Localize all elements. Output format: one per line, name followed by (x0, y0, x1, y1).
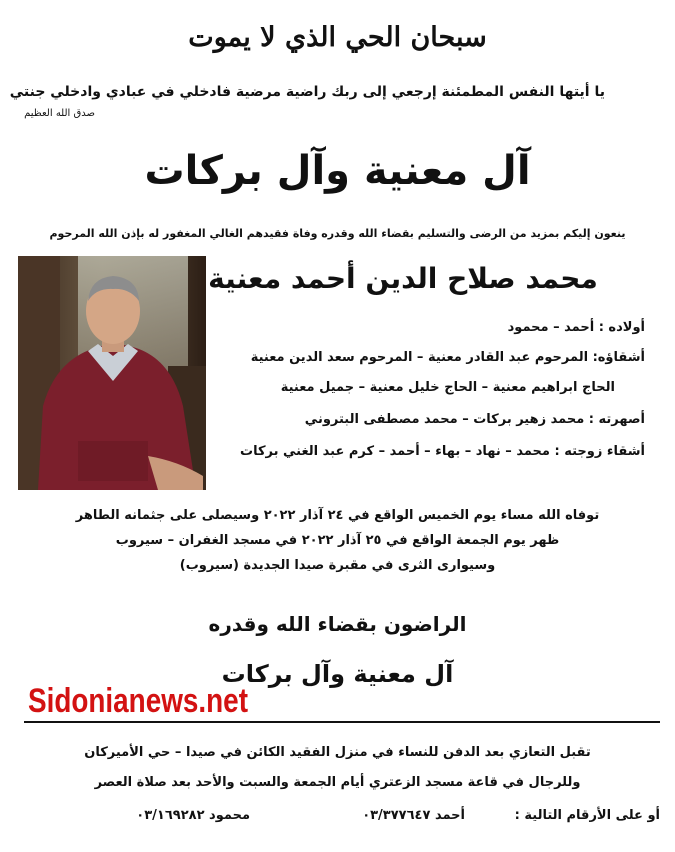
condolences-line: تقبل التعازي بعد الدفن للنساء في منزل الفقيد الكائن في صيدا – حي الأميركان (84, 745, 591, 760)
deceased-photo (18, 256, 206, 490)
acceptance-text: الراضون بقضاء الله وقدره (208, 612, 467, 636)
contact-numbers (20, 808, 660, 830)
in-laws-line: أصهرته : محمد زهير بركات – محمد مصطفى البتروني (304, 412, 645, 427)
condolences-line: وللرجال في قاعة مسجد الزعتري أيام الجمعة والسبت والأحد بعد صلاة العصر (94, 775, 581, 790)
death-notice-line: ظهر يوم الجمعة الواقع في ٢٥ آذار ٢٠٢٢ في مسجد الغفران – سيروب (115, 533, 560, 548)
death-notice-line: توفاه الله مساء يوم الخميس الواقع في ٢٤ آذار ٢٠٢٢ وسيصلى على جثمانه الطاهر (75, 508, 600, 523)
verse-source: صدق الله العظيم (24, 108, 95, 119)
death-notice-line: وسيوارى الثرى في مقبرة صيدا الجديدة (سيروب) (179, 558, 496, 573)
contact-ahmad: أحمد ٠٣/٣٧٧٦٤٧ (362, 808, 465, 823)
children-line: أولاده : أحمد – محمود (507, 320, 645, 335)
contact-mahmoud: محمود ٠٣/١٦٩٢٨٢ (136, 808, 250, 823)
brothers-line-2: الحاج ابراهيم معنية – الحاج خليل معنية – جميل معنية (280, 380, 615, 395)
family-title: آل معنية وآل بركات (144, 148, 531, 194)
wife-brothers-line: أشقاء زوجته : محمد – نهاد – بهاء – أحمد – كرم عبد الغني بركات (240, 444, 645, 459)
brothers-line: أشقاؤه: المرحوم عبد القادر معنية – المرحوم سعد الدين معنية (250, 350, 645, 365)
watermark-logo: Sidonianews.net (28, 682, 248, 720)
divider (24, 721, 660, 723)
deceased-name: محمد صلاح الدين أحمد معنية (208, 262, 598, 295)
intro-text: ينعون إليكم بمزيد من الرضى والتسليم بقضاء الله وقدره وفاة فقيدهم الغالي المغفور له بإذن الله المرحوم (49, 227, 626, 240)
notice-header-title: سبحان الحي الذي لا يموت (188, 22, 487, 53)
contact-label: أو على الأرقام التالية : (514, 808, 660, 823)
quran-verse: يا أيتها النفس المطمئنة إرجعي إلى ربك راضية مرضية فادخلي في عبادي وادخلي جنتي (9, 84, 605, 100)
family-closing: آل معنية وآل بركات (221, 660, 454, 688)
